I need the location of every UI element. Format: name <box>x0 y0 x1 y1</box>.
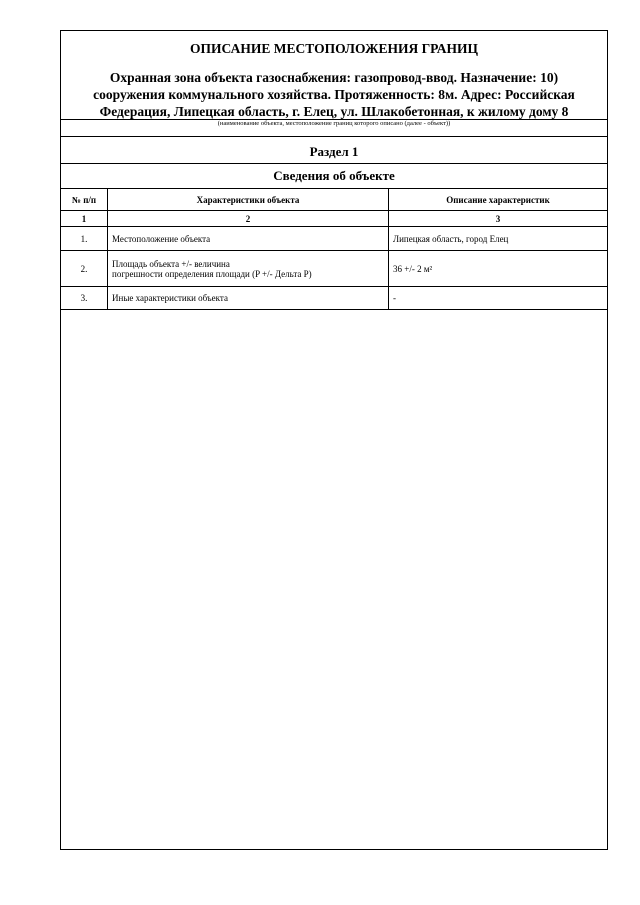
table-row <box>61 251 608 287</box>
row-number: 1. <box>61 227 108 251</box>
column-number: 1 <box>61 211 108 227</box>
object-description-line: Охранная зона объекта газоснабжения: газопровод-ввод. Назначение: 10) <box>109 70 559 85</box>
column-number: 3 <box>389 211 608 227</box>
document-frame <box>60 30 608 850</box>
object-description <box>67 69 601 120</box>
object-caption: (наименование объекта, местоположение границ которого описано (далее - объект)) <box>217 120 451 127</box>
column-number-row <box>61 211 608 227</box>
row-characteristic <box>108 287 389 310</box>
column-header-number: № п/п <box>61 189 108 211</box>
table-row <box>61 287 608 310</box>
divider <box>61 136 607 137</box>
document-title: ОПИСАНИЕ МЕСТОПОЛОЖЕНИЯ ГРАНИЦ <box>190 41 478 56</box>
row-characteristic-line: Площадь объекта +/- величина <box>112 258 230 269</box>
row-number: 2. <box>61 251 108 287</box>
column-header-description: Описание характеристик <box>389 189 608 211</box>
section-title: Сведения об объекте <box>273 168 395 183</box>
row-value: 36 +/- 2 м² <box>389 251 608 287</box>
object-description-line: Федерация, Липецкая область, г. Елец, ул. Шлакобетонная, к жилому дому 8 <box>99 104 569 119</box>
row-number: 3. <box>61 287 108 310</box>
row-value: Липецкая область, город Елец <box>389 227 608 251</box>
divider <box>61 163 607 164</box>
row-characteristic-line: погрешности определения площади (P +/- Дельта P) <box>112 268 312 279</box>
row-value: - <box>389 287 608 310</box>
row-characteristic-line: Местоположение объекта <box>112 233 211 244</box>
object-description-line: сооружения коммунального хозяйства. Протяженность: 8м. Адрес: Российская <box>93 87 575 102</box>
column-header-characteristic: Характеристики объекта <box>108 189 389 211</box>
row-characteristic-line: Иные характеристики объекта <box>112 293 228 303</box>
row-characteristic <box>108 251 389 287</box>
table-header-row <box>61 189 608 211</box>
section-label: Раздел 1 <box>309 144 359 159</box>
table-row <box>61 227 608 251</box>
object-properties-table <box>60 188 608 310</box>
row-characteristic <box>108 227 389 251</box>
column-number: 2 <box>108 211 389 227</box>
